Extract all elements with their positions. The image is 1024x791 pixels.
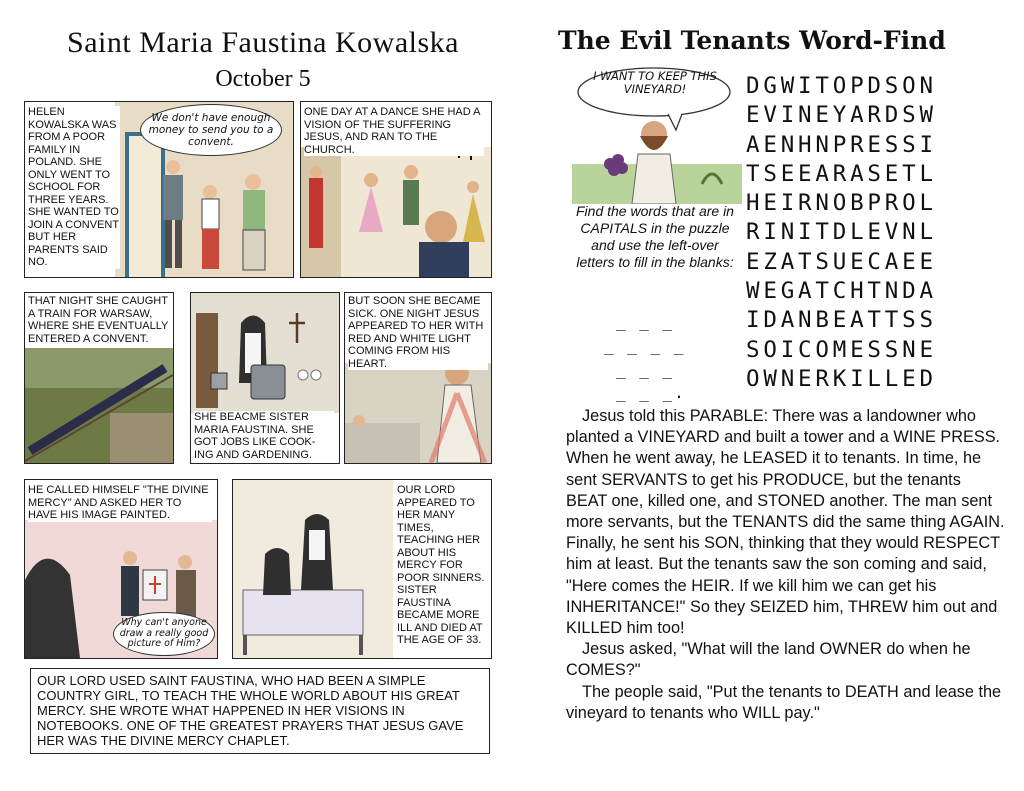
caption-text: ONE DAY AT A DANCE SHE HAD A VISION OF THE SUFFERING JESUS, AND RAN TO THE CHURCH.	[304, 106, 484, 156]
grid-row: IDANBEATTSS	[746, 307, 937, 334]
comic-panel-3	[24, 292, 174, 464]
caption-text: HE CALLED HIMSELF "THE DIVINE MERCY" AND ASKED HER TO HAVE HIS IMAGE PAINTED.	[28, 484, 212, 522]
grid-row: DGWITOPDSON	[746, 73, 937, 99]
comic-panel-4	[190, 292, 340, 464]
grid-row: WEGATCHTNDA	[746, 278, 937, 305]
word-search-grid	[746, 72, 937, 394]
comic-panel-2	[300, 101, 492, 278]
speech-bubble: We don't have enough money to send you to a convent.	[140, 104, 282, 156]
feast-date: October 5	[215, 66, 311, 92]
word-find-title: The Evil Tenants Word-Find	[558, 26, 946, 55]
story-paragraph: The people said, "Put the tenants to DEATH and lease the vineyard to tenants who WILL pay."	[566, 682, 1002, 722]
grid-row: EVINEYARDSW	[746, 102, 937, 129]
caption-text: THAT NIGHT SHE CAUGHT A TRAIN FOR WARSAW, WHERE SHE EVENTUALLY ENTERED A CONVENT.	[28, 295, 169, 345]
thought-bubble: Why can't anyone draw a really good picture of Him?	[113, 612, 215, 656]
answer-blank-3: _ _ _	[616, 360, 675, 379]
grid-row: TSEEARASETL	[746, 160, 937, 187]
grid-row: EZATSUECAEE	[746, 248, 937, 275]
grid-row: AENHNPRESSI	[746, 131, 937, 158]
grid-row: OWNERKILLED	[746, 365, 937, 392]
caption-text: HELEN KOWALSKA WAS FROM A POOR FAMILY IN POLAND. SHE ONLY WENT TO SCHOOL FOR THREE YEARS. SHE WANTED TO JOIN A CONVENT BUT HER PARENTS SAID NO.	[28, 106, 120, 268]
summary-text: OUR LORD USED SAINT FAUSTINA, WHO HAD BEEN A SIMPLE COUNTRY GIRL, TO TEACH THE WHOLE WORLD ABOUT HIS GREAT MERCY. SHE WROTE WHAT HAPPENED IN HER VISIONS IN NOTEBOOKS. ONE OF THE GREATEST PRAYERS THAT JESUS GAVE HER WAS THE DIVINE MERCY CHAPLET.	[30, 668, 490, 754]
grid-row: RINITDLEVNL	[746, 219, 937, 246]
caption-text: SHE BEACME SISTER MARIA FAUSTINA. SHE GOT JOBS LIKE COOK-ING AND GARDENING.	[194, 411, 334, 461]
parable-text	[566, 406, 1006, 724]
answer-blank-4: _ _ _.	[616, 383, 686, 402]
caption-text: OUR LORD APPEARED TO HER MANY TIMES, TEACHING HER ABOUT HIS MERCY FOR POOR SINNERS. SISTER FAUSTINA BECAME MORE ILL AND DIED AT THE AGE OF 33.	[397, 484, 489, 647]
comic-panel-5	[344, 292, 492, 464]
story-paragraph: Jesus asked, "What will the land OWNER do when he COMES?"	[566, 640, 971, 680]
answer-blank-2: _ _ _ _	[604, 336, 686, 355]
page-title: Saint Maria Faustina Kowalska	[67, 26, 459, 59]
comic-panel-1	[24, 101, 294, 278]
grid-row: SOICOMESSNE	[746, 336, 937, 363]
comic-panel-6	[24, 479, 218, 659]
speech-bubble: I WANT TO KEEP THIS VINEYARD!	[593, 69, 717, 96]
instructions-text: Find the words that are in CAPITALS in the puzzle and use the left-over letters to fill in the blanks:	[576, 203, 734, 270]
caption-text: BUT SOON SHE BECAME SICK. ONE NIGHT JESUS APPEARED TO HER WITH RED AND WHITE LIGHT COMING FROM HIS HEART.	[348, 295, 488, 370]
story-paragraph: Jesus told this PARABLE: There was a landowner who planted a VINEYARD and built a tower and a WINE PRESS. When he went away, he LEASED it to tenants. In time, he sent SERVANTS to get his PRODUCE, but the tenants BEAT one, killed one, and STONED another. The man sent more servants, but the TENANTS did the same thing AGAIN. Finally, he sent his SON, thinking that they would RESPECT him at least. But the tenants saw the son coming and said, "Here comes the HEIR. If we kill him we can get his INHERITANCE!" So they SEIZED him, THREW him out and KILLED him too!	[566, 407, 1005, 638]
answer-blank-1: _ _ _	[616, 312, 675, 331]
comic-panel-7	[232, 479, 492, 659]
grid-row: HEIRNOBPROL	[746, 190, 937, 217]
